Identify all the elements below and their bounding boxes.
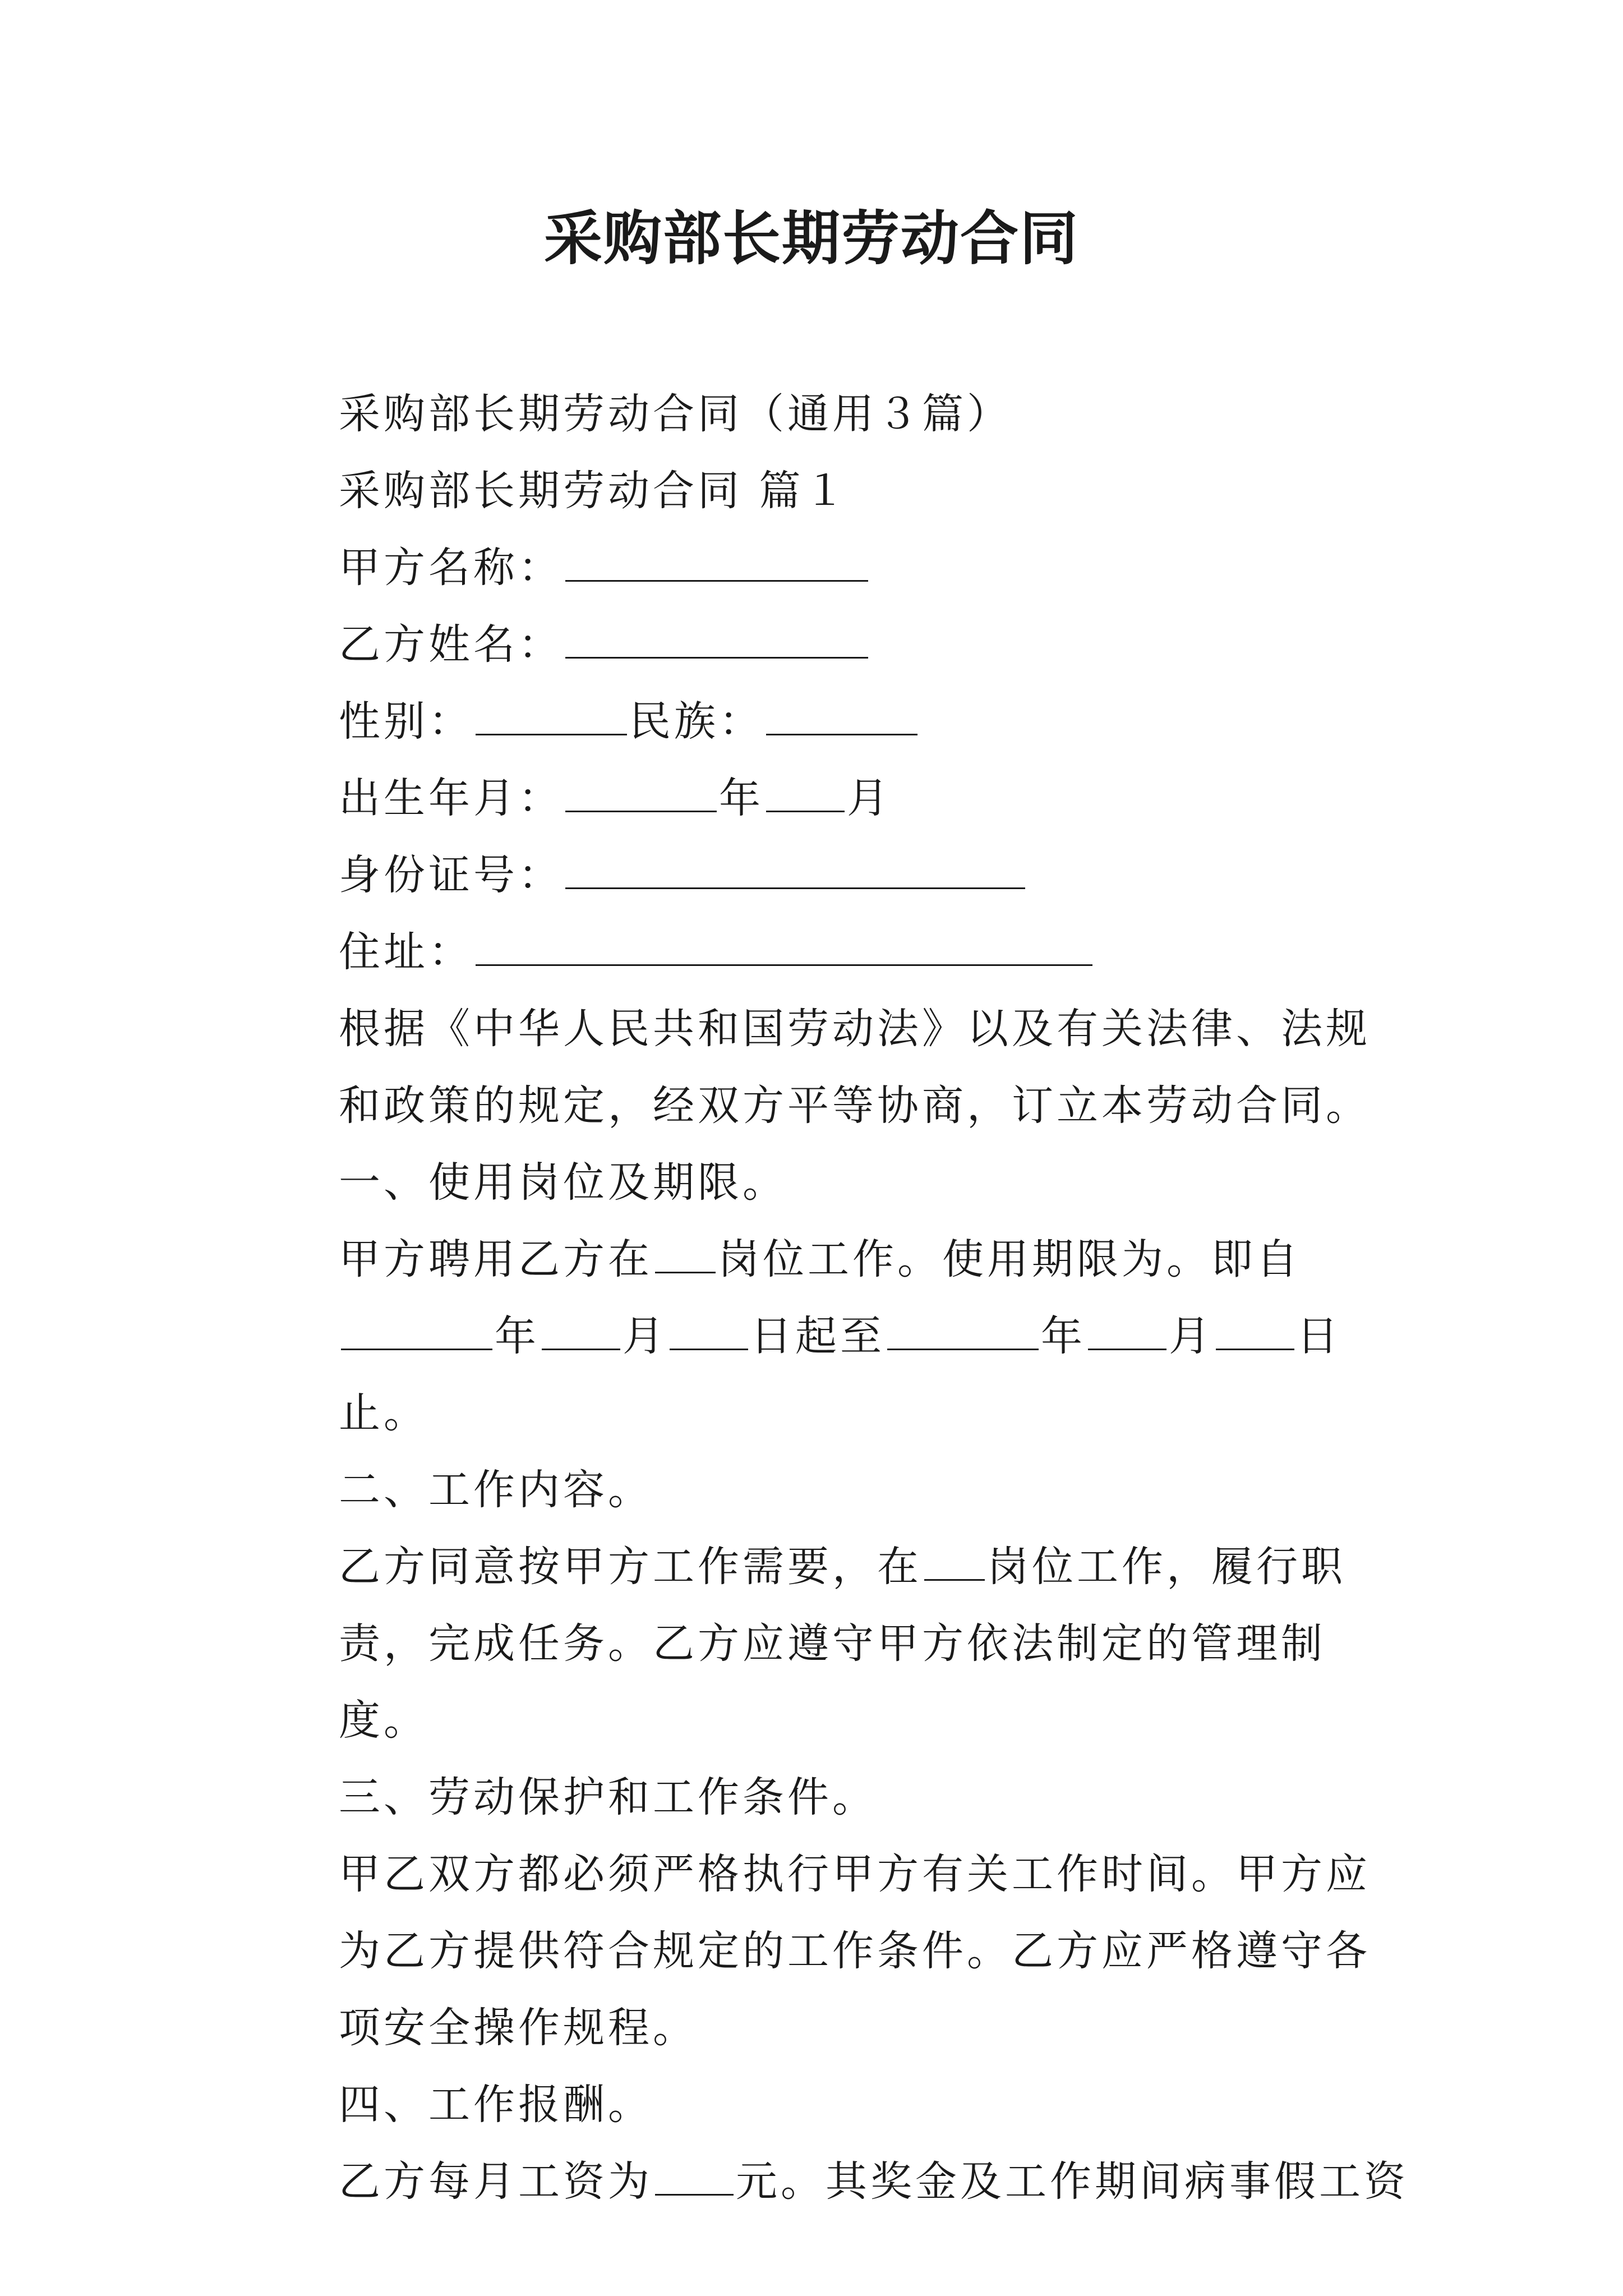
id-number-label: 身份证号： (339, 851, 563, 899)
gender-blank (476, 699, 627, 735)
birth-label: 出生年月： (339, 774, 563, 822)
birth-month-blank (766, 776, 845, 812)
clause2-text-2: 岗位工作，履行职责，完成任务。乙方应遵守甲方依法制定的管理制度。 (339, 1543, 1346, 1745)
party-a-name-label: 甲方名称： (339, 544, 563, 592)
ethnicity-blank (766, 699, 917, 735)
clause1-start-day-blank (670, 1314, 748, 1350)
salary-blank (655, 2159, 734, 2196)
clause1-start-month-blank (542, 1314, 620, 1350)
clause2-paragraph (250, 1529, 1383, 1759)
clause4-paragraph (250, 2143, 1409, 2220)
document-body (250, 376, 1409, 2220)
address-row (250, 914, 1383, 991)
clause1-post-blank (655, 1237, 716, 1273)
clause1-text-7: 月 (1169, 1312, 1214, 1360)
party-b-name-label: 乙方姓名： (339, 620, 563, 669)
clause2-post-blank (924, 1544, 985, 1581)
id-number-blank (565, 853, 1025, 889)
gender-ethnicity-row (250, 683, 1383, 760)
subtitle: 采购部长期劳动合同（通用３篇） (339, 390, 1012, 438)
clause1-text-8: 日止。 (339, 1312, 1341, 1437)
birth-month-label: 月 (847, 774, 892, 822)
section-heading: 采购部长期劳动合同 篇１ (339, 467, 849, 515)
party-b-name-blank (565, 622, 868, 659)
clause1-end-day-blank (1216, 1314, 1294, 1350)
clause3-heading: 三、劳动保护和工作条件。 (339, 1773, 877, 1821)
ethnicity-label: 民族： (629, 697, 764, 746)
clause1-end-year-blank (887, 1314, 1039, 1350)
clause1-text-4: 月 (623, 1312, 667, 1360)
birth-row (250, 760, 1383, 837)
clause1-text-2: 岗位工作。使用期限为。即自 (718, 1235, 1301, 1283)
party-a-name-row (250, 530, 1383, 606)
intro-paragraph: 根据《中华人民共和国劳动法》以及有关法律、法规和政策的规定，经双方平等协商，订立本劳动合同。 (339, 1005, 1371, 1130)
address-label: 住址： (339, 928, 473, 976)
clause1-end-month-blank (1088, 1314, 1166, 1350)
birth-year-label: 年 (719, 774, 764, 822)
clause4-text-1: 乙方每月工资为 (339, 2157, 653, 2206)
document-title: 采购部长期劳动合同 (543, 204, 1079, 273)
address-blank (476, 930, 1092, 966)
party-a-name-blank (565, 545, 868, 582)
id-number-row (250, 837, 1383, 914)
clause4-text-2: 元。其奖金及工作期间病事假工资 (736, 2157, 1409, 2206)
birth-year-blank (565, 776, 717, 812)
clause1-heading: 一、使用岗位及期限。 (339, 1158, 787, 1207)
clause1-text-6: 年 (1041, 1312, 1086, 1360)
clause1-text-3: 年 (495, 1312, 540, 1360)
clause1-paragraph (250, 1221, 1383, 1452)
clause1-text-5: 日起至 (750, 1312, 885, 1360)
clause3-paragraph: 甲乙双方都必须严格执行甲方有关工作时间。甲方应为乙方提供符合规定的工作条件。乙方应严格遵守各项安全操作规程。 (339, 1850, 1371, 2052)
clause2-text-1: 乙方同意按甲方工作需要，在 (339, 1543, 922, 1591)
clause1-start-year-blank (341, 1314, 492, 1350)
clause1-text-1: 甲方聘用乙方在 (339, 1235, 653, 1283)
party-b-name-row (250, 606, 1383, 683)
clause4-heading: 四、工作报酬。 (339, 2081, 653, 2129)
gender-label: 性别： (339, 697, 473, 746)
clause2-heading: 二、工作内容。 (339, 1466, 653, 1514)
